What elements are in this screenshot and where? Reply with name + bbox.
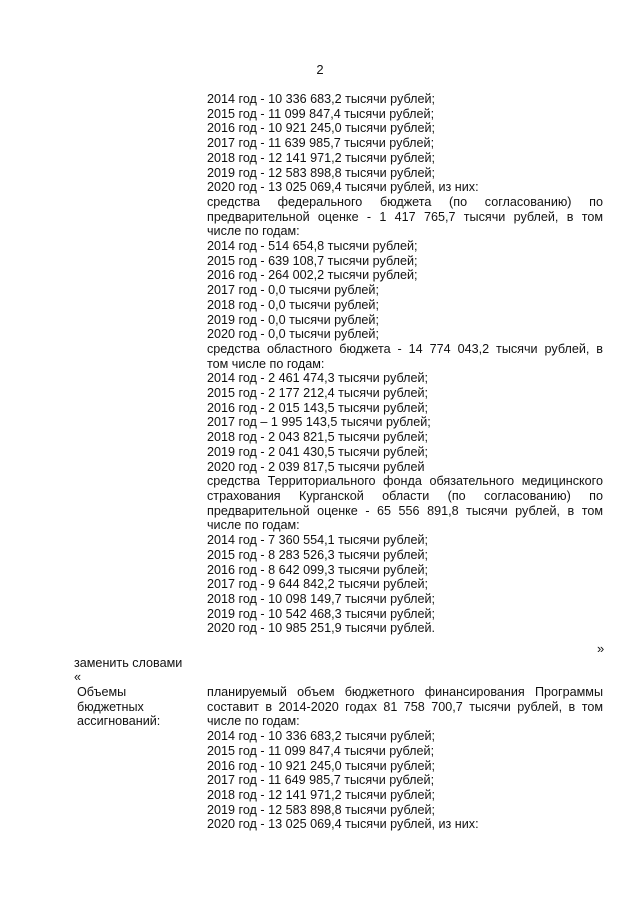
federal-year-line: 2016 год - 264 002,2 тысячи рублей; <box>207 268 418 283</box>
year-line: 2016 год - 10 921 245,0 тысячи рублей; <box>207 121 435 136</box>
budget-label-line: Объемы <box>77 685 127 699</box>
replace-text: заменить словами <box>74 656 183 670</box>
regional-year-line: 2019 год - 2 041 430,5 тысячи рублей; <box>207 444 428 459</box>
program-intro-line: числе по годам: <box>207 714 300 729</box>
budget-label <box>77 685 160 729</box>
regional-year-line: 2017 год – 1 995 143,5 тысячи рублей; <box>207 415 431 430</box>
oms-year-line: 2018 год - 10 098 149,7 тысячи рублей; <box>207 591 435 606</box>
budget-label-line: бюджетных <box>77 699 144 714</box>
federal-year-line: 2019 год - 0,0 тысячи рублей; <box>207 312 379 327</box>
oms-year-line: 2017 год - 9 644 842,2 тысячи рублей; <box>207 577 428 592</box>
federal-year-line: 2020 год - 0,0 тысячи рублей; <box>207 327 379 342</box>
oms-year-line: 2019 год - 10 542 468,3 тысячи рублей; <box>207 606 435 621</box>
year-line: 2018 год - 12 141 971,2 тысячи рублей; <box>207 150 435 165</box>
regional-intro-line: том числе по годам: <box>207 356 325 371</box>
oms-intro-line: предварительной оценке - 65 556 891,8 тысячи рублей, в том <box>207 503 603 518</box>
oms-year-line: 2016 год - 8 642 099,3 тысячи рублей; <box>207 562 428 577</box>
program-intro-line: составит в 2014-2020 годах 81 758 700,7 тысячи рублей, в том <box>207 699 603 714</box>
program-year-line: 2018 год - 12 141 971,2 тысячи рублей; <box>207 787 435 802</box>
program-year-line: 2020 год - 13 025 069,4 тысячи рублей, из них: <box>207 817 479 832</box>
federal-intro-line: средства федерального бюджета (по согласованию) по <box>207 194 603 209</box>
second-budget-block <box>207 685 603 832</box>
opening-quote: « <box>74 670 82 684</box>
year-line: 2019 год - 12 583 898,8 тысячи рублей; <box>207 165 435 180</box>
year-line: 2014 год - 10 336 683,2 тысячи рублей; <box>207 92 435 106</box>
year-line: 2017 год - 11 639 985,7 тысячи рублей; <box>207 136 435 151</box>
program-year-line: 2014 год - 10 336 683,2 тысячи рублей; <box>207 729 435 744</box>
program-year-line: 2016 год - 10 921 245,0 тысячи рублей; <box>207 758 435 773</box>
oms-year-line: 2014 год - 7 360 554,1 тысячи рублей; <box>207 533 428 548</box>
closing-quote: » <box>597 641 605 656</box>
federal-year-line: 2015 год - 639 108,7 тысячи рублей; <box>207 253 418 268</box>
federal-year-line: 2014 год - 514 654,8 тысячи рублей; <box>207 239 418 254</box>
federal-intro-line: числе по годам: <box>207 224 300 239</box>
first-budget-block <box>207 92 603 636</box>
regional-year-line: 2016 год - 2 015 143,5 тысячи рублей; <box>207 400 428 415</box>
oms-year-line: 2015 год - 8 283 526,3 тысячи рублей; <box>207 547 428 562</box>
federal-year-line: 2018 год - 0,0 тысячи рублей; <box>207 297 379 312</box>
regional-year-line: 2020 год - 2 039 817,5 тысячи рублей <box>207 459 425 474</box>
regional-year-line: 2014 год - 2 461 474,3 тысячи рублей; <box>207 371 428 386</box>
regional-year-line: 2018 год - 2 043 821,5 тысячи рублей; <box>207 430 428 445</box>
program-year-line: 2019 год - 12 583 898,8 тысячи рублей; <box>207 802 435 817</box>
year-line: 2015 год - 11 099 847,4 тысячи рублей; <box>207 106 435 121</box>
federal-intro-line: предварительной оценке - 1 417 765,7 тысячи рублей, в том <box>207 209 603 224</box>
page-number: 2 <box>316 62 324 77</box>
year-line: 2020 год - 13 025 069,4 тысячи рублей, из них: <box>207 180 479 195</box>
oms-year-line: 2020 год - 10 985 251,9 тысячи рублей. <box>207 621 435 636</box>
program-year-line: 2015 год - 11 099 847,4 тысячи рублей; <box>207 743 435 758</box>
oms-intro-line: числе по годам: <box>207 518 300 533</box>
budget-label-line: ассигнований: <box>77 714 161 729</box>
program-year-line: 2017 год - 11 649 985,7 тысячи рублей; <box>207 773 435 788</box>
program-intro-line: планируемый объем бюджетного финансирования Программы <box>207 685 603 699</box>
oms-intro-line: страхования Курганской области (по согласованию) по <box>207 488 603 503</box>
regional-intro-line: средства областного бюджета - 14 774 043,2 тысячи рублей, в <box>207 341 603 356</box>
oms-intro-line: средства Территориального фонда обязательного медицинского <box>207 474 603 489</box>
federal-year-line: 2017 год - 0,0 тысячи рублей; <box>207 283 379 298</box>
regional-year-line: 2015 год - 2 177 212,4 тысячи рублей; <box>207 386 428 401</box>
